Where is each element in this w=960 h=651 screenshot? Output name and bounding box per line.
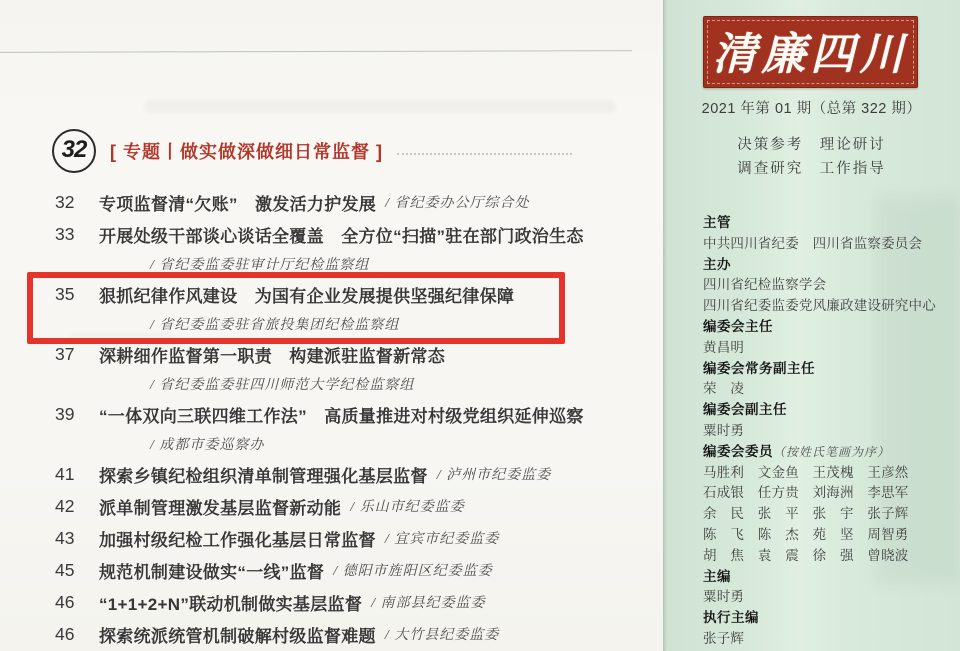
toc-entry-page: 37 [55,343,75,364]
toc-entry [55,618,645,650]
masthead-line: 陈 飞 陈 杰 苑 坚 周智勇 [703,526,909,542]
toc-entries [55,186,645,650]
toc-entry-credit: / 省纪委办公厅综合处 [385,196,530,211]
bleed-through-artifact [145,100,615,113]
tagline: 调查研究 工作指导 [737,161,886,177]
toc-entry-title: “一体双向三联四维工作法” 高质量推进对村级党组织延伸巡察 [99,406,584,426]
toc-entry-title: 探索乡镇纪检组织清单制管理强化基层监督 [99,466,428,486]
toc-entry-page: 33 [55,223,75,244]
masthead-section-label: 执行主编 [703,610,759,626]
leader-dots [397,153,572,155]
masthead-sections [703,213,953,650]
toc-entry-page: 41 [55,463,75,484]
masthead-line: 四川省纪委监委党风廉政建设研究中心 [703,298,936,314]
toc-entry [55,186,645,218]
toc-entry-credit-line [55,310,645,338]
toc-entry [55,522,645,554]
masthead-section-label: 主办 [703,256,731,272]
toc-entry-credit: / 德阳市旌阳区纪委监委 [333,564,493,579]
masthead-line: 粟时勇 [703,589,745,605]
magazine-title-box [703,16,918,88]
toc-entry-credit-line [55,370,645,398]
page-number-badge-text: 32 [61,136,87,163]
toc-entry-title: 加强村级纪检工作强化基层日常监督 [99,530,376,550]
masthead-line: 胡 焦 袁 震 徐 强 曾晓波 [703,547,909,563]
taglines [663,133,960,181]
masthead-section-label: 编委会委员（按姓氏笔画为序） [703,443,891,459]
toc-entry-page: 46 [55,591,75,612]
masthead-line: 余 民 张 平 张 宇 张子辉 [703,506,909,522]
toc-entry-credit: / 省纪委监委驻审计厅纪检监察组 [150,258,370,273]
toc-entry [55,398,645,430]
masthead-line: 石成银 任方贵 刘海洲 李思军 [703,485,909,501]
masthead-section-note: （按姓氏笔画为序） [773,444,891,459]
toc-entry-page: 45 [55,559,75,580]
toc-entry-page: 35 [55,283,75,304]
toc-entry [55,338,645,370]
toc-entry-credit-line [55,430,645,458]
toc-entry-title: 派单制管理激发基层监督新动能 [99,498,342,518]
toc-entry [55,218,645,250]
toc-entry-title: 狠抓纪律作风建设 为国有企业发展提供坚强纪律保障 [99,286,515,306]
masthead-line: 四川省纪检监察学会 [703,277,827,293]
toc-entry [55,278,645,310]
masthead-section-label: 主编 [703,568,731,584]
tagline: 决策参考 理论研讨 [737,137,886,153]
masthead-line: 马胜利 文金鱼 王茂槐 王彦然 [703,464,909,480]
magazine-title: 清廉四川 [712,30,909,79]
toc-entry-title: 探索统派统管机制破解村级监督难题 [99,626,376,646]
toc-entry-title: “1+1+2+N”联动机制做实基层监督 [99,594,363,614]
toc-entry-credit: / 宜宾市纪委监委 [384,532,500,547]
toc-entry-title: 开展处级干部谈心谈话全覆盖 全方位“扫描”驻在部门政治生态 [99,226,584,246]
section-title: [ 专题丨做实做深做细日常监督 ] [110,142,383,162]
page-seam [663,0,667,651]
toc-entry-page: 46 [55,623,75,644]
masthead-line: 黄昌明 [703,339,745,355]
masthead-line: 中共四川省纪委 四川省监察委员会 [703,235,923,251]
masthead-panel [663,0,960,651]
toc-entry [55,554,645,586]
toc-entry [55,586,645,618]
scan-crease-line [0,50,632,53]
toc-entry-credit: / 成都市委巡察办 [150,438,265,453]
toc-entry-page: 43 [55,527,75,548]
toc-entry-credit: / 泸州市纪委监委 [436,468,552,483]
masthead-section-label: 编委会常务副主任 [703,360,815,376]
toc-entry [55,458,645,490]
toc-entry-page: 39 [55,403,75,424]
toc-entry-credit: / 乐山市纪委监委 [350,500,465,515]
toc-entry [55,490,645,522]
toc-entry-title: 规范机制建设做实“一线”监督 [99,562,325,582]
masthead-line: 荣 凌 [703,381,745,397]
toc-entry-credit: / 省纪委监委驻省旅投集团纪检监察组 [150,318,400,333]
masthead-line: 张子辉 [703,630,745,646]
toc-entry-title: 专项监督清“欠账” 激发活力护发展 [99,194,377,214]
masthead-section-label: 编委会主任 [703,318,773,334]
page-number-badge [52,129,96,173]
toc-section-header [52,128,572,174]
toc-entry-page: 42 [55,495,75,516]
toc-entry-credit-line [55,250,645,278]
toc-entry-credit: / 省纪委监委驻四川师范大学纪检监察组 [150,378,415,393]
toc-entry-credit: / 南部县纪委监委 [371,596,486,611]
toc-entry-title: 深耕细作监督第一职责 构建派驻监督新常态 [99,346,445,366]
toc-entry-credit: / 大竹县纪委监委 [384,628,500,643]
masthead-section-label: 编委会副主任 [703,402,787,418]
issue-line: 2021 年第 01 期（总第 322 期） [701,101,922,117]
toc-entry-page: 32 [55,191,75,212]
masthead-line: 粟时勇 [703,422,745,438]
masthead-section-label: 主管 [703,215,731,230]
